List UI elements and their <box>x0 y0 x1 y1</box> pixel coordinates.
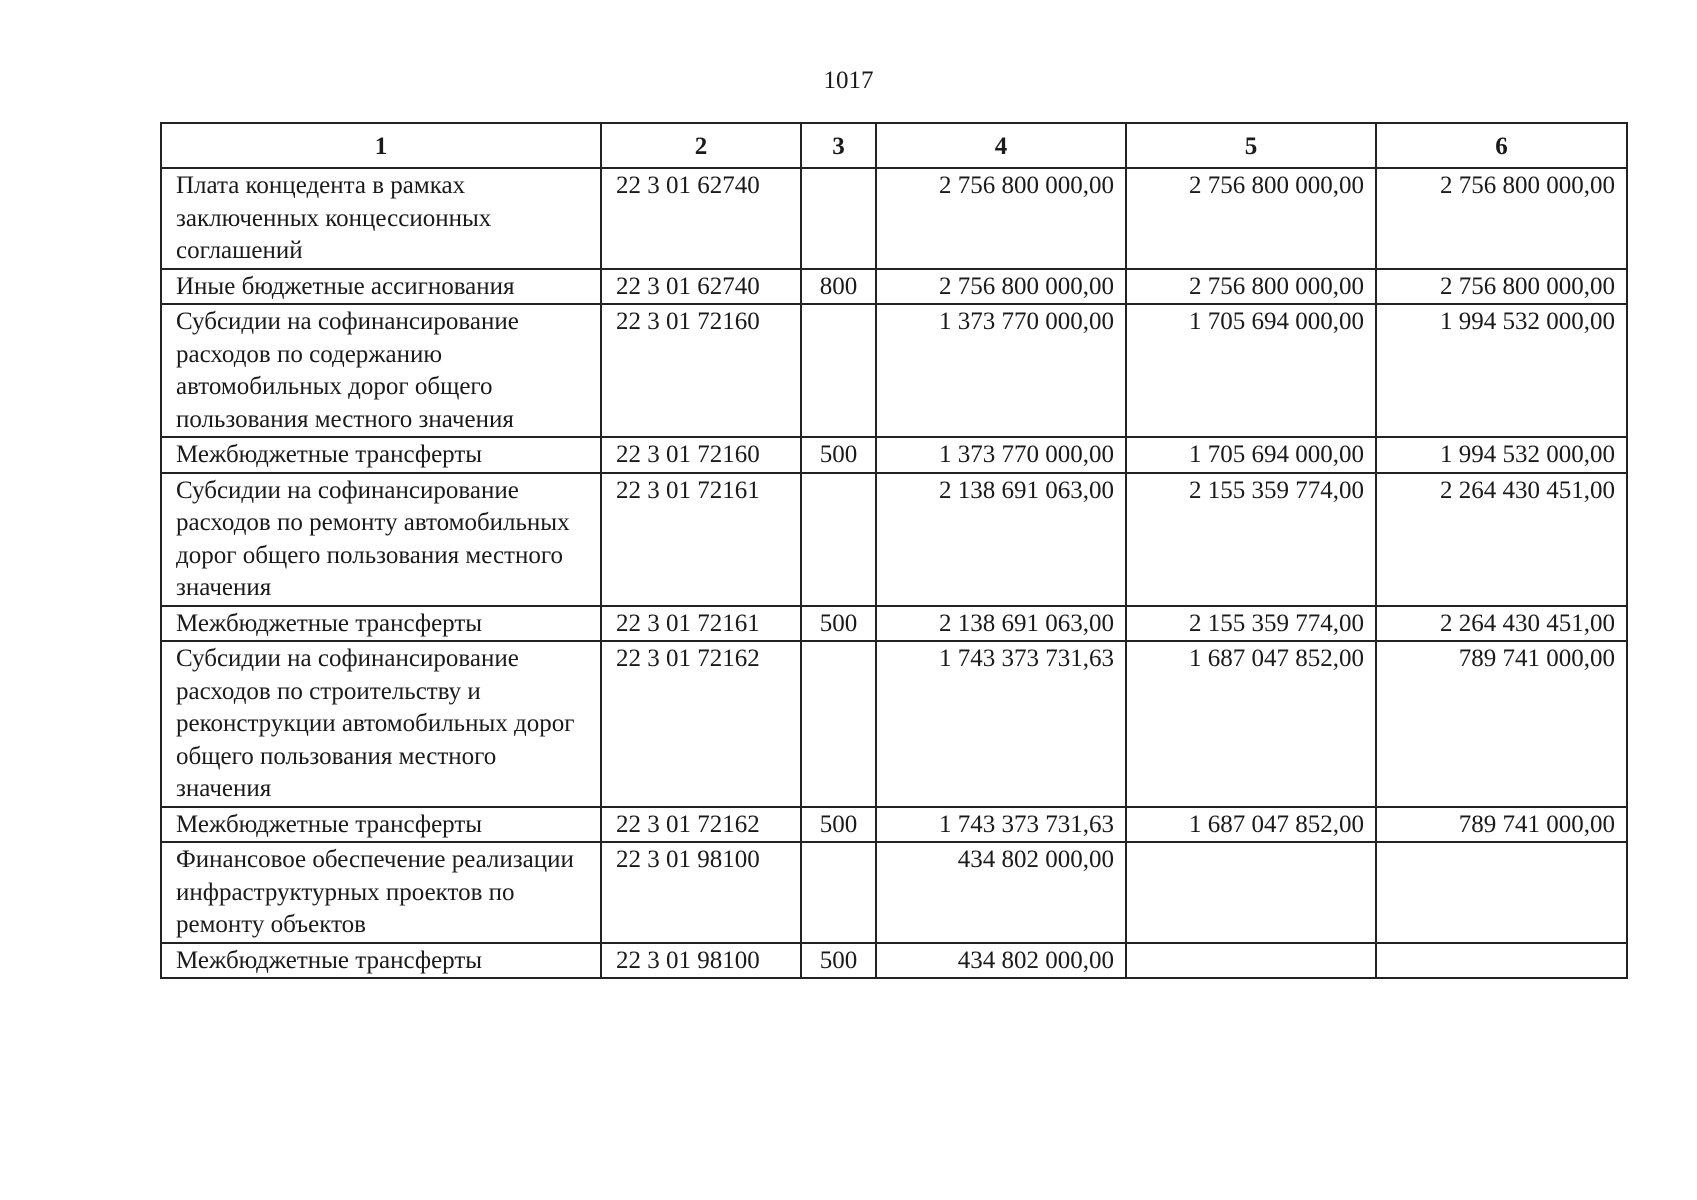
table-row <box>161 807 1627 843</box>
table-row <box>161 437 1627 473</box>
row-code: 22 3 01 62740 <box>601 269 801 305</box>
table-row <box>161 842 1627 943</box>
row-name: Субсидии на софинансирование расходов по содержанию автомобильных дорог общего пользования местного значения <box>161 304 601 437</box>
row-code: 22 3 01 72161 <box>601 473 801 606</box>
table-row <box>161 269 1627 305</box>
row-amount-col4: 1 373 770 000,00 <box>876 437 1126 473</box>
row-expense-type <box>801 842 876 943</box>
page-number: 1017 <box>823 67 874 94</box>
table-row <box>161 473 1627 606</box>
row-expense-type: 800 <box>801 269 876 305</box>
row-amount-col4: 434 802 000,00 <box>876 943 1126 979</box>
row-amount-col6: 2 264 430 451,00 <box>1376 473 1627 606</box>
row-name: Межбюджетные трансферты <box>161 943 601 979</box>
row-expense-type <box>801 168 876 269</box>
table-header <box>161 123 1627 168</box>
row-amount-col6: 1 994 532 000,00 <box>1376 304 1627 437</box>
table-row <box>161 943 1627 979</box>
row-amount-col5: 2 155 359 774,00 <box>1126 606 1376 642</box>
row-amount-col5 <box>1126 842 1376 943</box>
table-row <box>161 304 1627 437</box>
column-header: 5 <box>1126 123 1376 168</box>
row-amount-col4: 2 138 691 063,00 <box>876 473 1126 606</box>
budget-table <box>160 122 1628 979</box>
row-name: Межбюджетные трансферты <box>161 606 601 642</box>
row-amount-col5: 2 155 359 774,00 <box>1126 473 1376 606</box>
row-code: 22 3 01 98100 <box>601 842 801 943</box>
row-amount-col4: 1 373 770 000,00 <box>876 304 1126 437</box>
column-header: 1 <box>161 123 601 168</box>
column-header: 2 <box>601 123 801 168</box>
row-name: Финансовое обеспечение реализации инфраструктурных проектов по ремонту объектов <box>161 842 601 943</box>
row-name: Межбюджетные трансферты <box>161 437 601 473</box>
row-code: 22 3 01 72160 <box>601 304 801 437</box>
table-row <box>161 168 1627 269</box>
header-row <box>161 123 1627 168</box>
row-amount-col6: 2 756 800 000,00 <box>1376 168 1627 269</box>
row-expense-type: 500 <box>801 606 876 642</box>
row-amount-col5: 1 687 047 852,00 <box>1126 641 1376 807</box>
row-code: 22 3 01 72162 <box>601 807 801 843</box>
row-amount-col5: 1 705 694 000,00 <box>1126 437 1376 473</box>
row-amount-col6: 2 756 800 000,00 <box>1376 269 1627 305</box>
row-name: Субсидии на софинансирование расходов по строительству и реконструкции автомобильных дорог общего пользования местного значения <box>161 641 601 807</box>
row-amount-col5: 2 756 800 000,00 <box>1126 269 1376 305</box>
row-code: 22 3 01 72161 <box>601 606 801 642</box>
table-body <box>161 168 1627 978</box>
row-code: 22 3 01 62740 <box>601 168 801 269</box>
row-name: Межбюджетные трансферты <box>161 807 601 843</box>
row-expense-type <box>801 641 876 807</box>
row-amount-col6 <box>1376 842 1627 943</box>
row-amount-col5 <box>1126 943 1376 979</box>
row-expense-type <box>801 473 876 606</box>
row-amount-col5: 1 705 694 000,00 <box>1126 304 1376 437</box>
row-code: 22 3 01 98100 <box>601 943 801 979</box>
row-amount-col5: 1 687 047 852,00 <box>1126 807 1376 843</box>
table-row <box>161 641 1627 807</box>
row-amount-col6: 1 994 532 000,00 <box>1376 437 1627 473</box>
row-amount-col4: 434 802 000,00 <box>876 842 1126 943</box>
row-amount-col4: 1 743 373 731,63 <box>876 807 1126 843</box>
row-expense-type <box>801 304 876 437</box>
row-amount-col6: 789 741 000,00 <box>1376 641 1627 807</box>
row-name: Субсидии на софинансирование расходов по ремонту автомобильных дорог общего пользования местного значения <box>161 473 601 606</box>
row-code: 22 3 01 72160 <box>601 437 801 473</box>
column-header: 4 <box>876 123 1126 168</box>
row-amount-col5: 2 756 800 000,00 <box>1126 168 1376 269</box>
row-amount-col6: 789 741 000,00 <box>1376 807 1627 843</box>
row-amount-col4: 2 138 691 063,00 <box>876 606 1126 642</box>
row-name: Иные бюджетные ассигнования <box>161 269 601 305</box>
row-amount-col6 <box>1376 943 1627 979</box>
row-expense-type: 500 <box>801 437 876 473</box>
row-code: 22 3 01 72162 <box>601 641 801 807</box>
row-name: Плата концедента в рамках заключенных концессионных соглашений <box>161 168 601 269</box>
table-row <box>161 606 1627 642</box>
row-amount-col6: 2 264 430 451,00 <box>1376 606 1627 642</box>
row-expense-type: 500 <box>801 807 876 843</box>
column-header: 6 <box>1376 123 1627 168</box>
column-header: 3 <box>801 123 876 168</box>
row-amount-col4: 2 756 800 000,00 <box>876 168 1126 269</box>
row-amount-col4: 1 743 373 731,63 <box>876 641 1126 807</box>
row-amount-col4: 2 756 800 000,00 <box>876 269 1126 305</box>
row-expense-type: 500 <box>801 943 876 979</box>
